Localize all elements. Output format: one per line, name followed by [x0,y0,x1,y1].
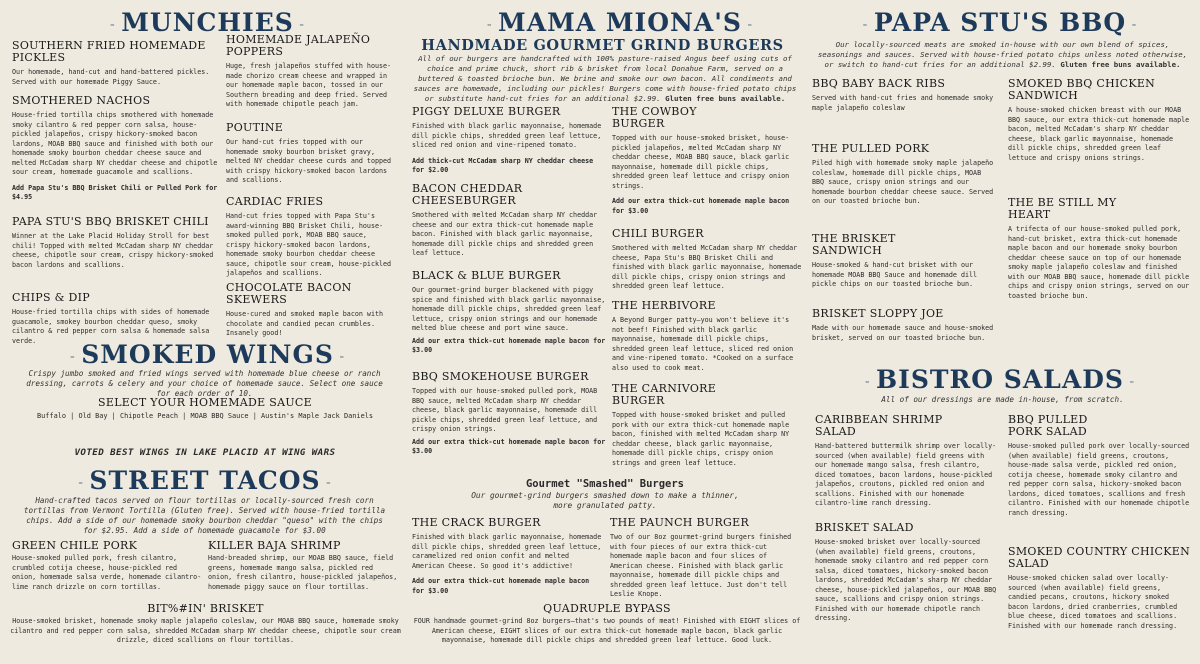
item-title: SMOTHERED NACHOS [12,94,151,107]
item-title: SOUTHERN FRIED HOMEMADE PICKLES [12,39,206,64]
item-desc: Our homemade, hand-cut and hand-battered pickles. Served with our homemade Piggy Sauce. [12,68,210,86]
item-desc: House-smoked pulled pork over locally-sourced (when available) field greens, croutons, house-made salsa verde, pickled red onion, cotija cheese, homemade smoky cilantro and red pepper corn salsa, hickory-smoked bacon lardons, diced tomatoes, scallions and fresh cilantro. Finished with our homemade chipotle ranch dressing. [1008,442,1190,517]
menu-item [612,228,802,292]
wings-sauce-heading: SELECT YOUR HOMEMADE SAUCE [98,396,312,409]
salads-description: All of our dressings are made in-house, from scratch. [881,395,1124,404]
item-desc: Topped with our house-smoked brisket, house-pickled jalapeños, melted McCadam sharp NY cheddar cheese, MOAB BBQ sauce, black garlic mayonnaise, homemade dill pickle chips, shredded green leaf lettuce and crispy onion strings. [612,134,790,190]
item-desc: Our gourmet-grind burger blackened with piggy spice and finished with black garlic mayonnaise, homemade dill pickle chips, shredded green leaf lettuce, crispy onion strings and our homemade melted blue cheese and port wine sauce. [412,286,606,332]
item-desc: Huge, fresh jalapeños stuffed with house-made chorizo cream cheese and wrapped in our homemade maple bacon, tossed in our Southern breading and deep fried. Served with homemade chipotle peach jam. [226,62,392,108]
item-desc: House-smoked chicken salad over locally-sourced (when available) field greens, candied pecans, croutons, hickory smoked bacon lardons, dried cranberries, crumbled blue cheese, diced tomatoes and scallions. Finished with our homemade ranch dressing. [1008,574,1178,630]
item-title: PAPA STU'S BBQ BRISKET CHILI [12,215,209,228]
menu-item [12,40,217,87]
item-desc: Hand-breaded shrimp, our MOAB BBQ sauce, field greens, homemade mango salsa, pickled red onion, fresh cilantro, house-pickled jalapeños, homemade piggy sauce on flour tortillas. [208,554,398,591]
item-add-on: Add our extra thick-cut homemade maple bacon for $3.00 [412,336,606,354]
menu-item [226,282,394,339]
menu-item [815,414,1000,509]
item-desc: Topped with our house-smoked pulled pork, MOAB BBQ sauce, melted McCadam sharp NY cheddar cheese, black garlic mayonnaise, homemade dill pickle chips, shredded green leaf lettuce, and crispy onion strings. [412,387,598,433]
menu-item [226,196,394,279]
item-desc: House-smoked pulled pork, fresh cilantro, crumbled cotija cheese, house-pickled red onion, homemade salsa verde, homemade cilantro-lime ranch drizzle on corn tortillas. [12,554,202,591]
item-title: HOMEMADE JALAPEÑO POPPERS [226,33,371,58]
item-title: BIT%#IN' BRISKET [147,602,264,615]
item-title: BBQ PULLED PORK SALAD [1008,413,1088,438]
item-desc: House-fried tortilla chips with sides of homemade guacamole, smokey bourbon cheddar queso, smoky cilantro & red pepper corn salsa & homemade salsa verde. [12,308,210,345]
menu-item [1008,546,1193,631]
item-desc: Smothered with melted McCadam sharp NY cheddar cheese and our extra thick-cut homemade maple bacon. Finished with black garlic mayonnaise, homemade dill pickle chips and shredded green leaf lettuce. [412,211,598,257]
item-title: POUTINE [226,121,284,134]
item-title: THE BE STILL MY HEART [1008,196,1117,221]
wings-title: - SMOKED WINGS - [70,340,346,369]
item-title: PIGGY DELUXE BURGER [412,105,561,118]
burgers-subtitle: HANDMADE GOURMET GRIND BURGERS [421,37,784,54]
item-add-on: Add our extra thick-cut homemade maple bacon for $3.00 [412,437,606,455]
item-desc: A house-smoked chicken breast with our MOAB BBQ sauce, our extra thick-cut homemade maple bacon, melted McCadam's sharp NY cheddar cheese, black garlic mayonnaise, homemade dill pickle chips, shredded green leaf lettuce and crispy onions strings. [1008,106,1190,162]
item-desc: A Beyond Burger patty—you won't believe it's not beef! Finished with black garlic mayonnaise, homemade dill pickle chips, shredded green leaf lettuce, sliced red onion and vine-ripened tomato. *Cooked on a surface also used to cook meat. [612,316,794,372]
item-desc: Piled high with homemade smoky maple jalapeño coleslaw, homemade dill pickle chips, MOAB BBQ sauce, crispy onion strings and our homemade bourbon cheddar cheese sauce. Served on our toasted brioche bun. [812,159,994,205]
item-title: CHIPS & DIP [12,291,90,304]
item-title: GREEN CHILE PORK [12,539,138,552]
item-title: BBQ SMOKEHOUSE BURGER [412,370,589,383]
item-desc: Finished with black garlic mayonnaise, homemade dill pickle chips, shredded green leaf lettuce, sliced red onion and vine-ripened tomato. [412,122,602,149]
menu-item [226,122,394,186]
item-desc: A trifecta of our house-smoked pulled pork, hand-cut brisket, extra thick-cut homemade maple bacon and our homemade smoky bourbon cheddar cheese sauce on top of our homemade smoky maple jalapeño coleslaw and finished with our MOAB BBQ sauce, homemade dill pickle chips and crispy onion strings, served on our toasted brioche bun. [1008,225,1190,300]
item-title: BACON CHEDDAR CHEESEBURGER [412,182,523,207]
menu-item [12,216,222,270]
tacos-title: - STREET TACOS - [78,466,332,495]
bbq-title: - PAPA STU'S BBQ - [862,8,1138,37]
menu-item [1008,414,1193,518]
item-desc: Smothered with melted McCadam sharp NY cheddar cheese, Papa Stu's BBQ Brisket Chili and finished with black garlic mayonnaise, homemade dill pickle chips, crispy onion strings and shredded green leaf lettuce. [612,244,802,290]
item-title: BBQ BABY BACK RIBS [812,77,946,90]
smashed-burgers-heading: Gourmet "Smashed" Burgers [525,478,685,490]
menu-item [412,270,607,356]
bbq-description: Our locally-sourced meats are smoked in-house with our own blend of spices, seasonings and sauces. Served with house-fried potato chips unless noted otherwise, or switch to hand-cut fries for an additional $2.99. Gluten free buns available. [817,40,1188,69]
item-title: THE HERBIVORE [612,299,716,312]
item-title: CARIBBEAN SHRIMP SALAD [815,413,943,438]
item-title: THE COWBOY BURGER [612,105,697,130]
menu-item [1008,197,1193,301]
menu-item [812,78,997,113]
menu-item [812,308,997,343]
item-desc: Finished with black garlic mayonnaise, homemade dill pickle chips, shredded green leaf lettuce, caramelized red onion confit and melted American Cheese. So good it's addictive! [412,533,602,570]
item-desc: Topped with house-smoked brisket and pulled pork with our extra thick-cut homemade maple bacon, finished with melted McCadam sharp NY cheddar cheese, black garlic mayonnaise, homemade dill pickle chips, crispy onion strings and green leaf lettuce. [612,411,790,467]
wings-voted-banner: VOTED BEST WINGS IN LAKE PLACID AT WING WARS [74,447,336,458]
item-desc: Hand-battered buttermilk shrimp over locally-sourced (when available) field greens with our homemade mango salsa, fresh cilantro, diced tomatoes, bacon lardons, house-pickled jalapeños, croutons, pickled red onion and scallions. Finished with our homemade cilantro-lime ranch dressing. [815,442,997,507]
item-title: CHOCOLATE BACON SKEWERS [226,281,352,306]
item-desc: House-smoked & hand-cut brisket with our homemade MOAB BBQ Sauce and homemade dill pickle chips on our toasted brioche bun. [812,261,978,288]
item-title: CHILI BURGER [612,227,704,240]
menu-item [208,540,398,592]
item-title: KILLER BAJA SHRIMP [208,539,341,552]
wings-description: Crispy jumbo smoked and fried wings served with homemade blue cheese or ranch dressing, carrots & celery and your choice of homemade sauce. Select one sauce for each order of 10. [26,369,383,398]
menu-item [1008,78,1193,163]
smashed-burgers-description: Our gourmet-grind burgers smashed down to make a thinner, more granulated patty. [471,491,739,510]
menu-item [815,522,1000,624]
item-title: THE PULLED PORK [812,142,930,155]
item-title: BLACK & BLUE BURGER [412,269,561,282]
salads-title: - BISTRO SALADS - [864,365,1136,394]
item-desc: House-smoked brisket over locally-sourced (when available) field greens, croutons, homemade smoky cilantro and red pepper corn salsa, diced tomatoes, hickory-smoked bacon lardons, shredded McCadam's sharp NY cheddar cheese, house-pickled jalapeños, our MOAB BBQ sauce, scallions and crispy onion strings. Finished with our homemade chipotle ranch dressing. [815,538,997,622]
item-title: THE BRISKET SANDWICH [812,232,896,257]
item-desc: Two of our 8oz gourmet-grind burgers finished with four pieces of our extra thick-cut homemade maple bacon and four slices of American cheese. Finished with black garlic mayonnaise, homemade dill pickle chips and shredded green leaf lettuce. Just don't tell Leslie Knope. [610,533,792,598]
item-desc: Made with our homemade sauce and house-smoked brisket, served on our toasted brioche bun. [812,324,994,342]
burgers-description: All of our burgers are handcrafted with 100% pasture-raised Angus beef using cuts of choice and prime chuck, short rib & brisket from local Donahue Farm, served on a buttered & toasted brioche bun. We brine and smoke our own bacon. All condiments and sauces are homemade, including our pickles! Burgers come with house-fried potato chips or substitute hand-cut fries for an additional $2.99. Gluten free buns available. [413,54,797,103]
menu-item [612,106,802,216]
munchies-title: - MUNCHIES - [110,8,306,37]
item-desc: House-cured and smoked maple bacon with chocolate and candied pecan crumbles. Insanely good! [226,310,384,337]
menu-item [12,95,222,203]
menu-item [612,300,804,373]
item-title: THE PAUNCH BURGER [610,516,750,529]
menu-item [412,517,602,596]
menu-item [12,540,202,592]
menu-item [8,603,403,646]
menu-item [226,34,394,110]
menu-item [612,383,804,468]
item-title: CARDIAC FRIES [226,195,324,208]
item-title: SMOKED BBQ CHICKEN SANDWICH [1008,77,1156,102]
item-desc: Hand-cut fries topped with Papa Stu's award-winning BBQ Brisket Chili, house-smoked pulled pork, MOAB BBQ sauce, crispy hickory-smoked bacon lardons, homemade smoky bourbon cheddar cheese sauce, chipotle sour cream, house-pickled jalapeños and scallions. [226,212,392,277]
menu-item [12,292,222,346]
menu-item [412,183,607,259]
burgers-title: - MAMA MIONA'S - [486,8,754,37]
item-desc: House-fried tortilla chips smothered with homemade smoky cilantro & red pepper corn salsa, house-pickled jalapeños, crispy hickory-smoked bacon lardons, MOAB BBQ sauce and finished with both our homemade smoky bourbon cheddar cheese sauce and melted McCadam sharp NY cheddar cheese and chipotle sour cream, homemade guacamole and scallions. [12,111,218,176]
item-desc: FOUR handmade gourmet-grind 8oz burgers—that's two pounds of meat! Finished with EIGHT slices of American cheese, EIGHT slices of our extra thick-cut homemade maple bacon, black garlic mayonnaise, homemade dill pickle chips and shredded green leaf lettuce. Good luck. [413,617,801,644]
item-add-on: Add our extra thick-cut homemade maple bacon for $3.00 [612,197,790,215]
item-title: THE CRACK BURGER [412,516,541,529]
item-title: SMOKED COUNTRY CHICKEN SALAD [1008,545,1190,570]
item-title: QUADRUPLE BYPASS [543,602,671,615]
item-title: BRISKET SALAD [815,521,914,534]
item-title: THE CARNIVORE BURGER [612,382,717,407]
tacos-description: Hand-crafted tacos served on flour tortillas or locally-sourced fresh corn tortillas from Vermont Tortilla (Gluten free). Served with house-fried tortilla chips. Add a side of our homemade smoky bourbon cheddar "queso" with the chips for $2.95. Add a side of homemade guacamole for $3.00 [23,496,386,535]
menu-item [610,517,800,600]
menu-item [412,371,607,457]
item-add-on: Add thick-cut McCadam sharp NY cheddar cheese for $2.00 [412,156,594,174]
item-desc: House-smoked brisket, homemade smoky maple jalapeño coleslaw, our MOAB BBQ sauce, homemade smoky cilantro and red pepper corn salsa, shredded McCadam sharp NY cheddar cheese, chipotle sour cream drizzle, diced scallions on flour tortillas. [10,617,401,644]
item-title: BRISKET SLOPPY JOE [812,307,944,320]
item-add-on: Add Papa Stu's BBQ Brisket Chili or Pulled Pork for $4.95 [12,183,218,201]
item-add-on: Add our extra thick-cut homemade maple bacon for $3.00 [412,577,590,595]
menu-item [412,106,607,176]
menu-item [812,143,997,207]
item-desc: Winner at the Lake Placid Holiday Stroll for best chili! Topped with melted McCadam sharp NY cheddar cheese, chipotle sour cream, crispy hickory-smoked bacon lardons and scallions. [12,232,214,269]
item-desc: Our hand-cut fries topped with our homemade smoky bourbon brisket gravy, melted NY cheddar cheese curds and topped with crispy hickory-smoked bacon lardons and scallions. [226,138,392,184]
item-desc: Served with hand-cut fries and homemade smoky maple jalapeño coleslaw [812,94,994,112]
menu-item [412,603,802,646]
wings-sauce-list: Buffalo | Old Bay | Chipotle Peach | MOAB BBQ Sauce | Austin's Maple Jack Daniels [36,412,374,420]
menu-item [812,233,997,290]
